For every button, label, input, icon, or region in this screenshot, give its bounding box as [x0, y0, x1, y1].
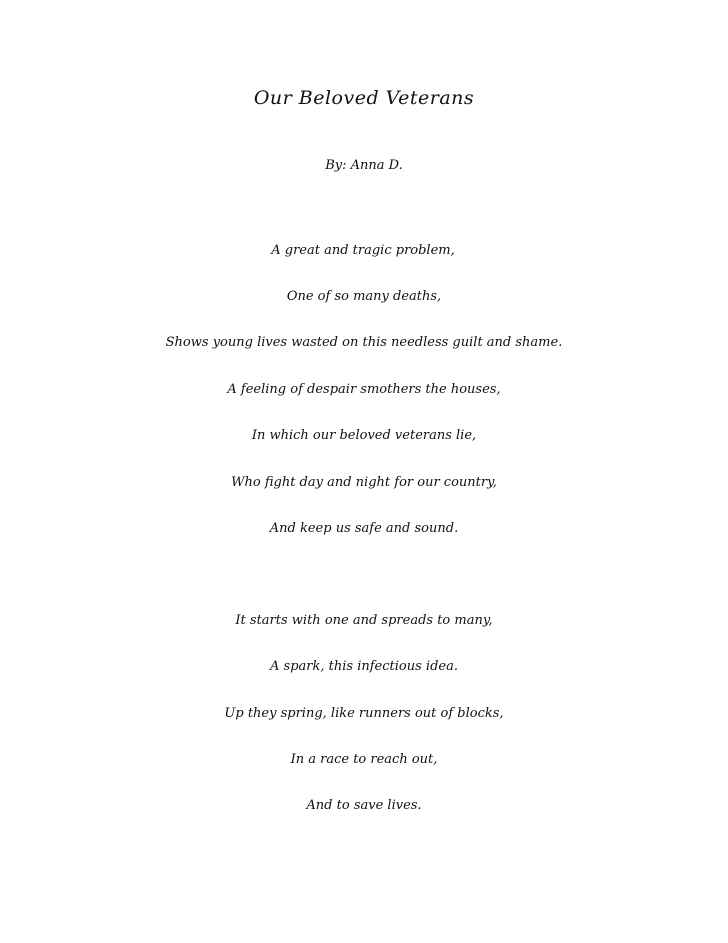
poem-line: Up they spring, like runners out of blocks, [224, 706, 504, 721]
poem-line: A spark, this infectious idea. [270, 659, 458, 674]
poem-byline: By: Anna D. [325, 158, 403, 173]
poem-line: And keep us safe and sound. [269, 521, 459, 536]
poem-line: In a race to reach out, [290, 752, 438, 767]
poem-line: A great and tragic problem, [271, 243, 455, 258]
poem-line: In which our beloved veterans lie, [251, 428, 477, 443]
poem-title: Our Beloved Veterans [253, 87, 475, 109]
poem-line: A feeling of despair smothers the houses, [227, 382, 501, 397]
poem-line: One of so many deaths, [286, 289, 442, 304]
poem-line: Who fight day and night for our country, [231, 475, 497, 490]
poem-line: It starts with one and spreads to many, [235, 613, 493, 628]
poem-line: And to save lives. [306, 798, 422, 813]
poem-line: Shows young lives wasted on this needless guilt and shame. [165, 335, 563, 350]
